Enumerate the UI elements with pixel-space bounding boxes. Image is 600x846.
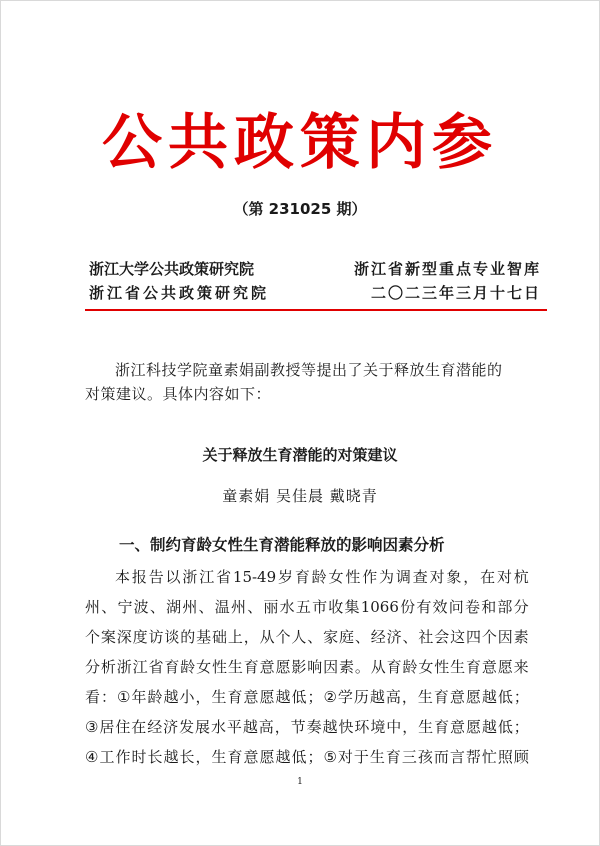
intro-line: 对策建议。具体内容如下： [85,385,272,403]
body-line: 看 ： ① 年 龄 越 小 ， 生 育 意 愿 越 低 ； ② 学 历 越 高 ， 生 育 意 愿 越 低 ； [85,688,529,706]
body-line: ③ 居 住 在 经 济 发 展 水 平 越 高 ， 节 奏 越 快 环 境 中 ， 生 育 意 愿 越 低 ； [85,718,529,736]
article-title: 关于释放生育潜能的对策建议 [202,446,398,464]
body-line: 个 案 深 度 访 谈 的 基 础 上 ， 从 个 人 、 家 庭 、 经 济 、 社 会 这 四 个 因 素 [85,628,529,646]
header-info-row-1 [89,258,541,279]
body-line: 分 析 浙 江 省 育 龄 女 性 生 育 意 愿 影 响 因 素 。 从 育 龄 女 性 生 育 意 愿 来 [85,658,529,676]
section-heading: 一、制约育龄女性生育潜能释放的影响因素分析 [119,536,445,554]
page-number: 1 [297,777,303,787]
red-divider-line [85,309,547,311]
body-line: 本 报 告 以 浙 江 省 15-49 岁 育 龄 女 性 作 为 调 查 对 象 ， 在 对 杭 [115,568,529,586]
article-authors: 童素娟 吴佳晨 戴晓青 [222,487,378,505]
institute-name: 浙江大学公共政策研究院 [89,260,255,278]
issue-number: （第 231025 期） [233,200,367,218]
intro-paragraph [85,358,527,406]
header-info-row-2 [89,282,541,303]
body-paragraph [85,562,529,772]
provincial-institute-name: 浙江省公共政策研究院 [89,284,270,302]
publication-date: 二〇二三年三月十七日 [370,284,541,302]
intro-line: 浙江科技学院童素娟副教授等提出了关于释放生育潜能的 [115,361,503,379]
body-line: ④ 工 作 时 长 越 长 ， 生 育 意 愿 越 低 ； ⑤ 对 于 生 育 三 孩 而 言 帮 忙 照 顾 [85,748,529,766]
body-line: 州 、 宁 波 、 湖 州 、 温 州 、 丽 水 五 市 收 集 1066 份 有 效 问 卷 和 部 分 [85,598,529,616]
think-tank-label: 浙江省新型重点专业智库 [353,260,541,278]
masthead-title: 公共政策内参 [102,108,498,178]
